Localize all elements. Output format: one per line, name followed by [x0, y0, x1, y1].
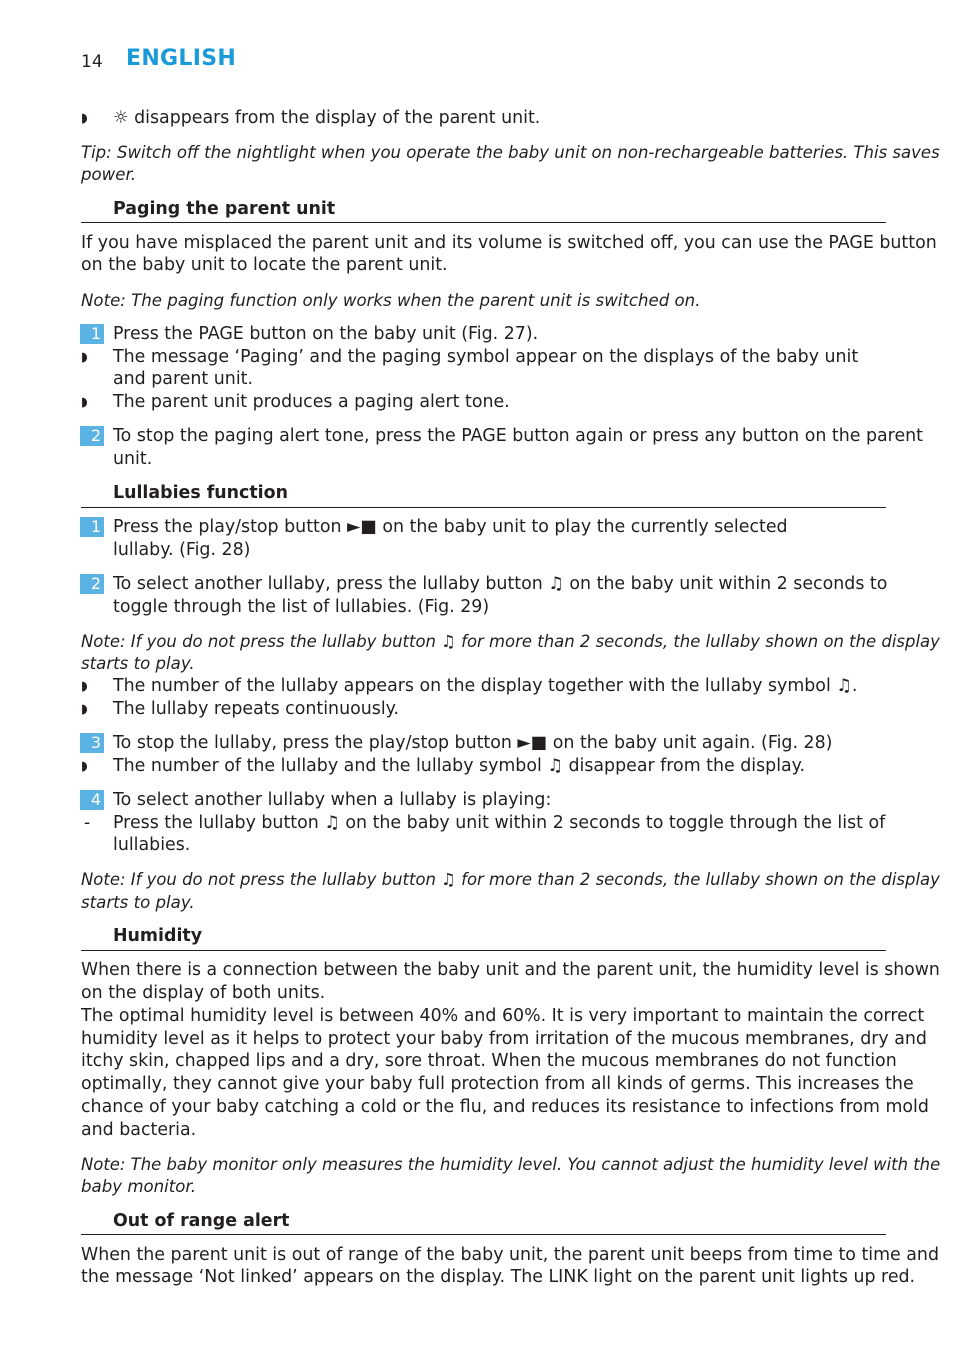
paragraph-line: and bacteria.: [81, 1120, 197, 1140]
step-text: Press the play/stop button ►■ on the baby unit to play the currently selected: [113, 517, 788, 537]
step-text: To select another lullaby, press the lullaby button ♫ on the baby unit within 2 seconds to: [113, 574, 888, 594]
step-number: 1: [80, 517, 104, 537]
paragraph-line: When there is a connection between the baby unit and the parent unit, the humidity level is shown: [81, 960, 940, 980]
heading-rule: [81, 950, 886, 951]
paragraph-line: itchy skin, chapped lips and a dry, sore throat. When the mucous membranes do not function: [81, 1051, 897, 1071]
bullet-text: and parent unit.: [113, 369, 253, 389]
step-number: 3: [80, 733, 104, 753]
note-text: starts to play.: [81, 893, 195, 912]
note-text: starts to play.: [81, 654, 195, 673]
step-number: 4: [80, 790, 104, 810]
dash-marker: -: [84, 813, 91, 833]
step-text: lullaby. (Fig. 28): [113, 540, 251, 560]
dash-text: lullabies.: [113, 835, 191, 855]
step-number: 1: [80, 324, 104, 344]
bullet-text: The lullaby repeats continuously.: [113, 699, 399, 719]
bullet-icon: ◗: [81, 702, 88, 717]
paragraph-line: chance of your baby catching a cold or the flu, and reduces its resistance to infections from mold: [81, 1097, 929, 1117]
step-number: 2: [80, 574, 104, 594]
bullet-icon: ◗: [81, 395, 88, 410]
step-text: To stop the lullaby, press the play/stop button ►■ on the baby unit again. (Fig. 28): [113, 733, 833, 753]
heading-rule: [81, 507, 886, 508]
bullet-text: ☼ disappears from the display of the parent unit.: [113, 108, 541, 128]
step-text: toggle through the list of lullabies. (Fig. 29): [113, 597, 490, 617]
heading-rule: [81, 222, 886, 223]
section-heading-humidity: Humidity: [113, 926, 203, 946]
step-text: To select another lullaby when a lullaby is playing:: [113, 790, 552, 810]
paragraph-line: humidity level as it helps to protect your baby from irritation of the mucous membranes, dry and: [81, 1029, 927, 1049]
bullet-text: The number of the lullaby appears on the display together with the lullaby symbol ♫.: [113, 676, 858, 696]
page-number: 14: [81, 52, 103, 72]
step-number: 2: [80, 426, 104, 446]
paragraph-line: optimally, they cannot give your baby full protection from all kinds of germs. This increases the: [81, 1074, 914, 1094]
paragraph: the message ‘Not linked’ appears on the display. The LINK light on the parent unit lights up red.: [81, 1267, 916, 1287]
bullet-icon: ◗: [81, 111, 88, 126]
note-text: Note: The baby monitor only measures the humidity level. You cannot adjust the humidity level with the: [81, 1155, 941, 1174]
step-text: To stop the paging alert tone, press the PAGE button again or press any button on the parent: [113, 426, 923, 446]
language-title: ENGLISH: [126, 46, 237, 71]
dash-text: Press the lullaby button ♫ on the baby unit within 2 seconds to toggle through the list of: [113, 813, 886, 833]
paragraph: If you have misplaced the parent unit and its volume is switched off, you can use the PAGE button: [81, 233, 937, 253]
step-text: Press the PAGE button on the baby unit (Fig. 27).: [113, 324, 539, 344]
note-text: Note: If you do not press the lullaby button ♫ for more than 2 seconds, the lullaby shown on the display: [81, 870, 940, 889]
paragraph: on the baby unit to locate the parent unit.: [81, 255, 448, 275]
paragraph-line: The optimal humidity level is between 40% and 60%. It is very important to maintain the correct: [81, 1006, 925, 1026]
bullet-text: The number of the lullaby and the lullaby symbol ♫ disappear from the display.: [113, 756, 806, 776]
paragraph: When the parent unit is out of range of the baby unit, the parent unit beeps from time to time and: [81, 1245, 939, 1265]
bullet-icon: ◗: [81, 350, 88, 365]
bullet-text: The message ‘Paging’ and the paging symbol appear on the displays of the baby unit: [113, 347, 859, 367]
tip-text: power.: [81, 165, 137, 184]
section-heading-out-of-range: Out of range alert: [113, 1211, 290, 1231]
bullet-text: The parent unit produces a paging alert tone.: [113, 392, 510, 412]
tip-text: Tip: Switch off the nightlight when you operate the baby unit on non-rechargeable batteries. This saves: [81, 143, 940, 162]
bullet-icon: ◗: [81, 679, 88, 694]
heading-rule: [81, 1234, 886, 1235]
paragraph-line: on the display of both units.: [81, 983, 326, 1003]
note-text: baby monitor.: [81, 1177, 197, 1196]
note-text: Note: If you do not press the lullaby button ♫ for more than 2 seconds, the lullaby shown on the display: [81, 632, 940, 651]
note-text: Note: The paging function only works when the parent unit is switched on.: [81, 291, 701, 310]
step-text: unit.: [113, 449, 153, 469]
section-heading-lullabies: Lullabies function: [113, 483, 288, 503]
bullet-icon: ◗: [81, 759, 88, 774]
section-heading-paging: Paging the parent unit: [113, 199, 336, 219]
